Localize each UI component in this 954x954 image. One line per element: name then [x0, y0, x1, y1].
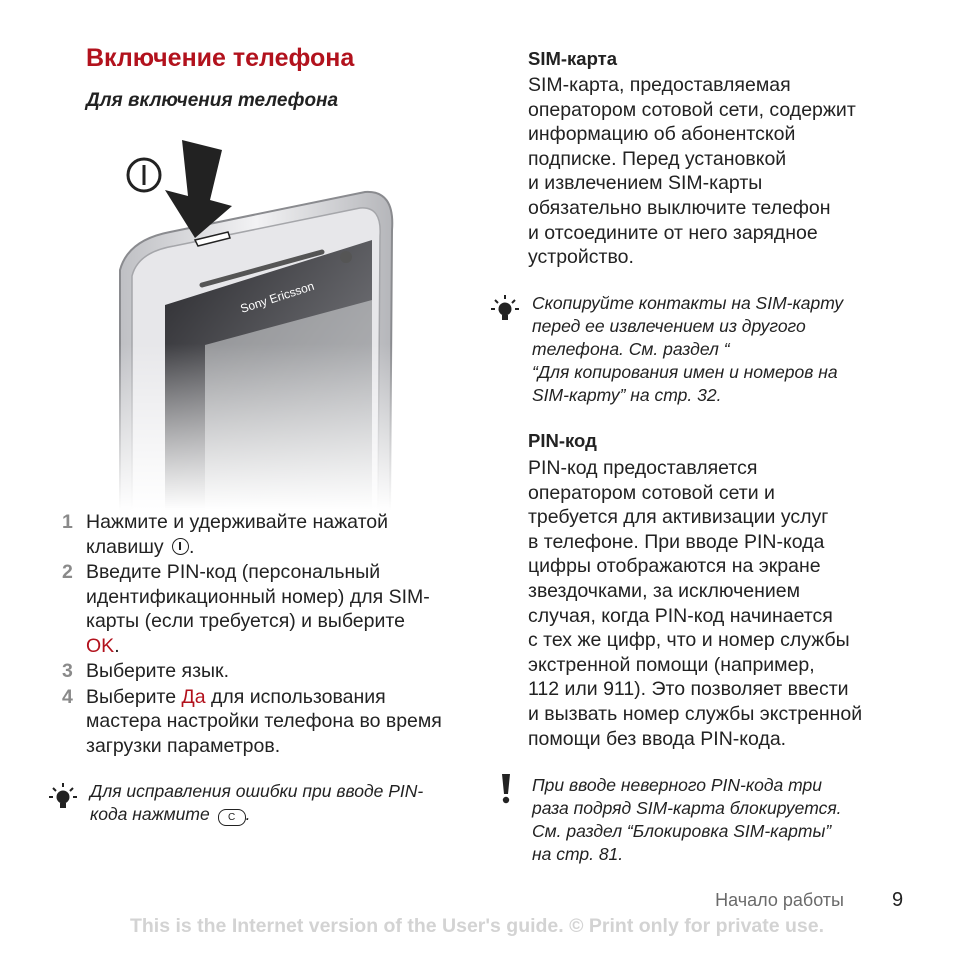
pin-heading: PIN-код [528, 430, 597, 451]
phone-illustration [110, 140, 400, 510]
list-item: 1 Нажмите и удерживайте нажатой клавишу . [62, 511, 389, 558]
ok-softkey-label: OK [86, 634, 115, 657]
tip-pin-correction: Для исправления ошибки при вводе PIN-кода нажмите C . [90, 781, 424, 824]
list-item: 2 Введите PIN-код (персональный идентификационный номер) для SIM-карты (если требуется) и выберите OK. [62, 561, 430, 657]
watermark: This is the Internet version of the User's guide. © Print only for private use. [129, 915, 825, 937]
c-key-icon: C [218, 809, 246, 826]
warning-exclamation-icon [496, 772, 516, 806]
tip-lightbulb-icon [488, 292, 522, 326]
tip-copy-contacts: Скопируйте контакты на SIM-карту перед ее извлечением из другого телефона. См. раздел “ “Для копирования имен и номеров на SIM-карту” на стр. 32. [532, 293, 844, 405]
warning-pin-blocked: При вводе неверного PIN-кода три раза подряд SIM-карта блокируется. См. раздел “Блокировка SIM-карты” на стр. 81. [532, 775, 842, 864]
page-title: Включение телефона [86, 44, 355, 72]
pin-paragraph: PIN-код предоставляется оператором сотовой сети и требуется для активизации услуг в телефоне. При вводе PIN-кода цифры отображаются на экране звездочками, за исключением случая, когда PIN-код начинается с тех же цифр, что и номер службы экстренной помощи (например, 112 или 911). Это позволяет ввести и вызвать номер службы экстренной помощи без ввода PIN-кода. [528, 457, 863, 750]
power-key-icon [172, 538, 189, 555]
section-subtitle: Для включения телефона [86, 90, 339, 111]
page-number: 9 [892, 889, 904, 911]
yes-softkey-label: Да [181, 685, 206, 708]
list-item: 4 Выберите Да для использования мастера настройки телефона во время загрузки параметров. [62, 685, 442, 757]
footer-section-name: Начало работы [715, 890, 844, 910]
list-item: 3 Выберите язык. [62, 660, 229, 682]
power-on-steps [62, 510, 442, 759]
sim-paragraph: SIM-карта, предоставляемая оператором сотовой сети, содержит информацию об абонентской подписке. Перед установкой и извлечением SIM-карты обязательно выключите телефон и отсоедините от него зарядное устройство. [528, 74, 856, 269]
sim-heading: SIM-карта [528, 48, 618, 69]
tip-lightbulb-icon [46, 780, 80, 814]
